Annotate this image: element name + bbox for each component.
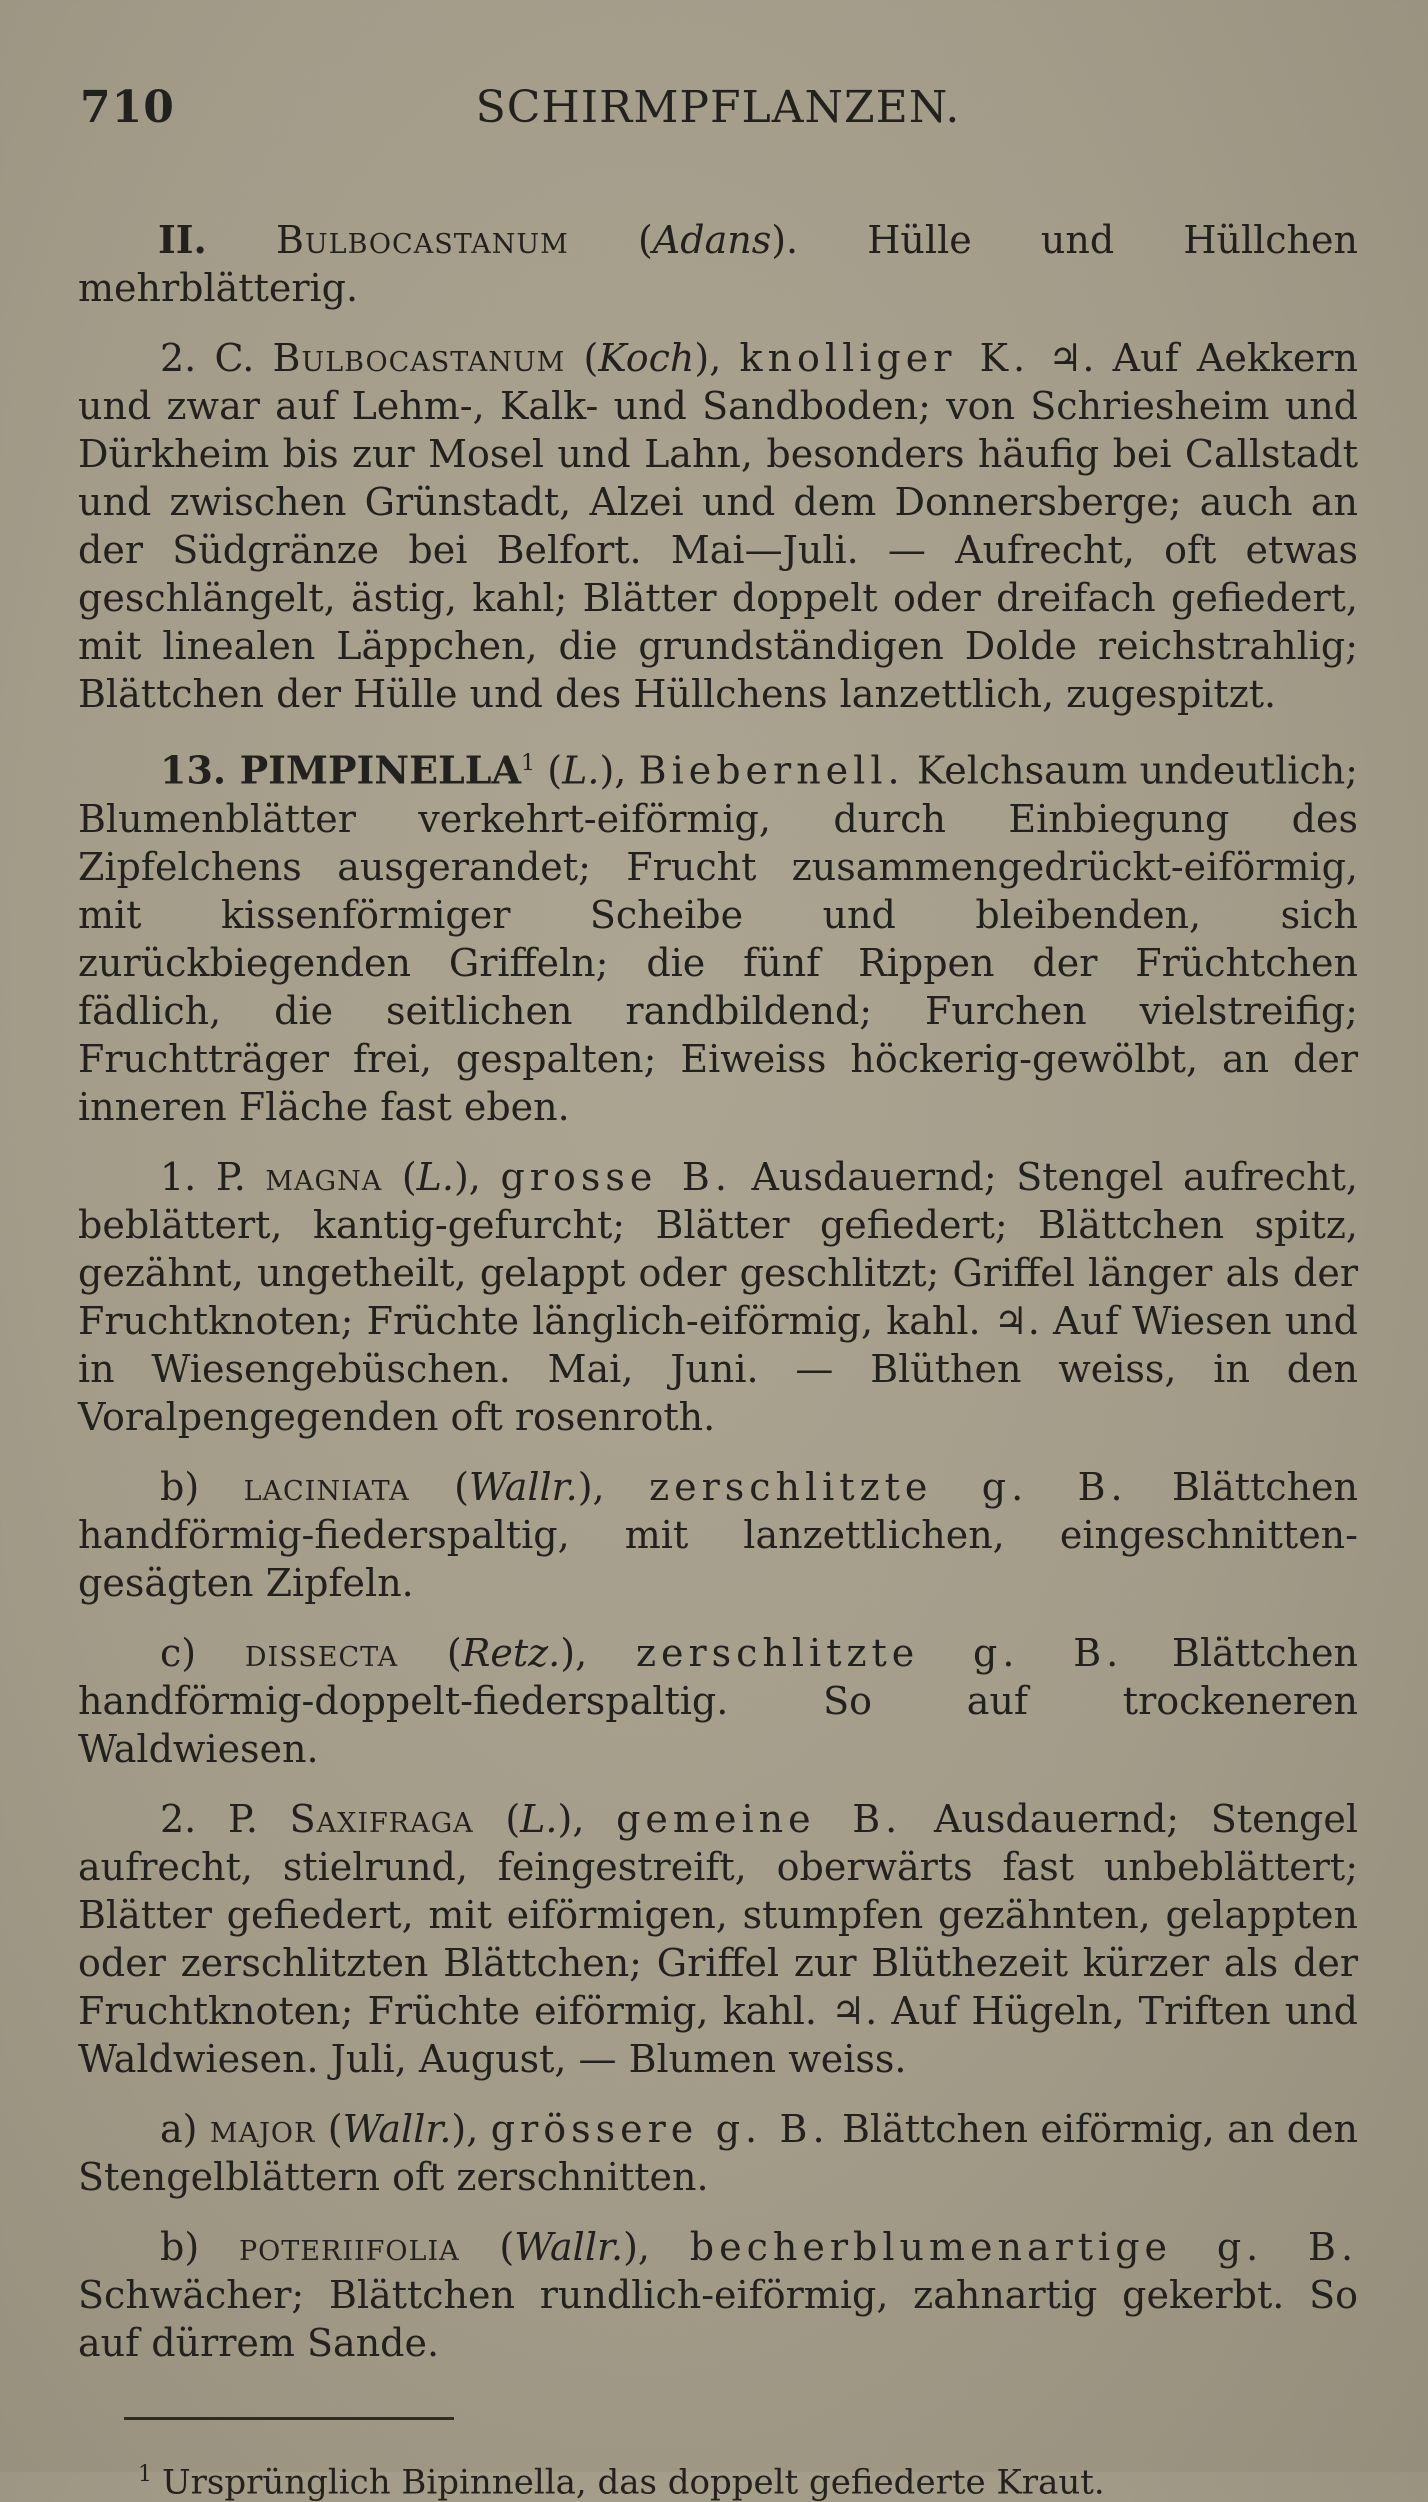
- taxon-name: major: [209, 2106, 316, 2151]
- paren-open: (: [473, 1796, 521, 1841]
- section-number: II.: [158, 217, 207, 262]
- paren-close: ),: [577, 1464, 650, 1509]
- paren-close: ),: [694, 336, 740, 380]
- species-number: 2. C.: [160, 336, 273, 380]
- description: Schwächer; Blättchen rundlich-eiförmig, zahnartig gekerbt. So auf dürrem Sande.: [78, 2272, 1358, 2365]
- common-name: becherblumenartige g. B.: [689, 2224, 1359, 2269]
- paren-close: ),: [599, 748, 639, 793]
- common-name: knolliger K.: [739, 336, 1031, 380]
- book-page: [78, 72, 1358, 2502]
- authority: Wallr.: [514, 2224, 624, 2269]
- variety-letter: b): [160, 2224, 239, 2269]
- species-number: 1. P.: [160, 1154, 266, 1199]
- variety-letter: c): [160, 1630, 245, 1675]
- description: Hülle und Hüllchen mehrblätterig.: [78, 218, 1358, 310]
- footnote-marker: 1: [138, 2461, 152, 2487]
- variety-letter: a): [160, 2106, 210, 2151]
- taxon-name: Bulbocastanum: [275, 218, 569, 262]
- paren-close: ).: [771, 218, 868, 262]
- authority: Wallr.: [468, 1464, 578, 1509]
- description: Ausdauernd; Stengel aufrecht, beblättert, kantig-gefurcht; Blätter gefiedert; Blättchen spitz, gezähnt, ungetheilt, gelappt oder geschlitzt; Griffel länger als der Fruchtknoten; Früchte länglich-eiförmig, kahl. ♃. Auf Wiesen und in Wiesengebüschen. Mai, Juni. — Blüthen weiss, in den Voralpengegenden oft rosenroth.: [78, 1154, 1359, 1439]
- common-name: gemeine B.: [616, 1796, 903, 1841]
- taxon-name: Saxifraga: [289, 1796, 474, 1841]
- paragraph-section-ii: [78, 216, 1358, 312]
- paragraph-c-bulbocastanum: [78, 334, 1358, 718]
- paren-open: (: [409, 1464, 469, 1509]
- paren-open: (: [534, 748, 563, 793]
- taxon-name: dissecta: [244, 1630, 399, 1675]
- authority: L.: [562, 748, 600, 793]
- paragraph-p-saxifraga: [78, 1795, 1358, 2083]
- paren-open: (: [315, 2106, 343, 2151]
- paren-open: (: [565, 336, 599, 380]
- description: ♃. Auf Aekkern und zwar auf Lehm-, Kalk- und Sandboden; von Schriesheim und Dürkheim bis zur Mosel und Lahn, besonders häufig bei Callstadt und zwischen Grünstadt, Alzei und dem Donnersberge; auch an der Südgränze bei Belfort. Mai—Juli. — Aufrecht, oft etwas geschlängelt, ästig, kahl; Blätter doppelt oder dreifach gefiedert, mit linealen Läppchen, die grundständigen Dolde reichstrahlig; Blättchen der Hülle und des Hüllchens lanzettlich, zugespitzt.: [78, 336, 1358, 716]
- paren-open: (: [398, 1630, 462, 1675]
- paren-close: ),: [623, 2224, 690, 2269]
- authority: Koch: [598, 336, 695, 380]
- species-number: 2. P.: [160, 1796, 290, 1841]
- taxon-name: Bulbocastanum: [272, 336, 566, 380]
- authority: Retz.: [461, 1630, 561, 1675]
- paren-close: ),: [557, 1796, 617, 1841]
- footnote-divider: [124, 2417, 454, 2420]
- taxon-name: poteriifolia: [238, 2224, 460, 2269]
- paragraph-var-major: [78, 2105, 1358, 2201]
- page-number: 710: [80, 82, 175, 133]
- authority: L.: [520, 1796, 558, 1841]
- page-body: [78, 216, 1358, 2367]
- common-name: Biebernell.: [638, 748, 905, 793]
- paragraph-genus-pimpinella: [78, 740, 1358, 1131]
- page-header: [78, 72, 1358, 142]
- taxon-name: laciniata: [243, 1464, 410, 1509]
- common-name: zerschlitzte g. B.: [635, 1630, 1124, 1675]
- description: Blättchen eiförmig, an den Stengelblättern oft zerschnitten.: [78, 2106, 1359, 2199]
- common-name: grössere g. B.: [490, 2106, 830, 2151]
- paragraph-var-poteriifolia: [78, 2223, 1358, 2367]
- running-title: SCHIRMPFLANZEN.: [475, 82, 961, 133]
- paragraph-var-dissecta: [78, 1629, 1358, 1773]
- description: Blättchen handförmig-doppelt-fiederspaltig. So auf trockeneren Waldwiesen.: [78, 1630, 1359, 1771]
- genus-heading: 13. PIMPINELLA: [160, 747, 521, 793]
- authority: Wallr.: [342, 2106, 452, 2151]
- footnote-ref: 1: [520, 751, 535, 776]
- authority: Adans: [652, 218, 772, 262]
- description: Ausdauernd; Stengel aufrecht, stielrund, feingestreift, oberwärts fast unbeblättert; Blätter gefiedert, mit eiförmigen, stumpfen gezähnten, gelappten oder zerschlitzten Blättchen; Griffel zur Blüthezeit kürzer als der Fruchtknoten; Früchte eiförmig, kahl. ♃. Auf Hügeln, Triften und Waldwiesen. Juli, August, — Blumen weiss.: [78, 1796, 1359, 2081]
- paren-close: ),: [560, 1630, 636, 1675]
- variety-letter: b): [160, 1464, 244, 1509]
- paragraph-var-laciniata: [78, 1463, 1358, 1607]
- authority: L.: [416, 1154, 454, 1199]
- paren-close: ),: [453, 1154, 501, 1199]
- description: Blättchen handförmig-fiederspaltig, mit lanzettlichen, eingeschnitten-gesägten Zipfeln.: [78, 1464, 1359, 1605]
- footnote: [138, 2462, 1358, 2502]
- paren-open: (: [459, 2224, 515, 2269]
- common-name: grosse B.: [500, 1154, 732, 1199]
- paragraph-p-magna: [78, 1153, 1358, 1441]
- paren-open: (: [568, 218, 653, 262]
- paren-open: (: [382, 1154, 417, 1199]
- common-name: zerschlitzte g. B.: [649, 1464, 1128, 1509]
- footnote-text: Ursprünglich Bipinnella, das doppelt gefiederte Kraut.: [162, 2461, 1105, 2502]
- taxon-name: magna: [265, 1154, 383, 1199]
- description: Kelchsaum undeutlich; Blumenblätter verkehrt-eiförmig, durch Einbiegung des Zipfelchens ausgerandet; Frucht zusammengedrückt-eiförmig, mit kissenförmiger Scheibe und bleibenden, sich zurückbiegenden Griffeln; die fünf Rippen der Früchtchen fädlich, die seitlichen randbildend; Furchen vielstreifig; Fruchtträger frei, gespalten; Eiweiss höckerig-gewölbt, an der inneren Fläche fast eben.: [78, 748, 1358, 1129]
- paren-close: ),: [451, 2106, 491, 2151]
